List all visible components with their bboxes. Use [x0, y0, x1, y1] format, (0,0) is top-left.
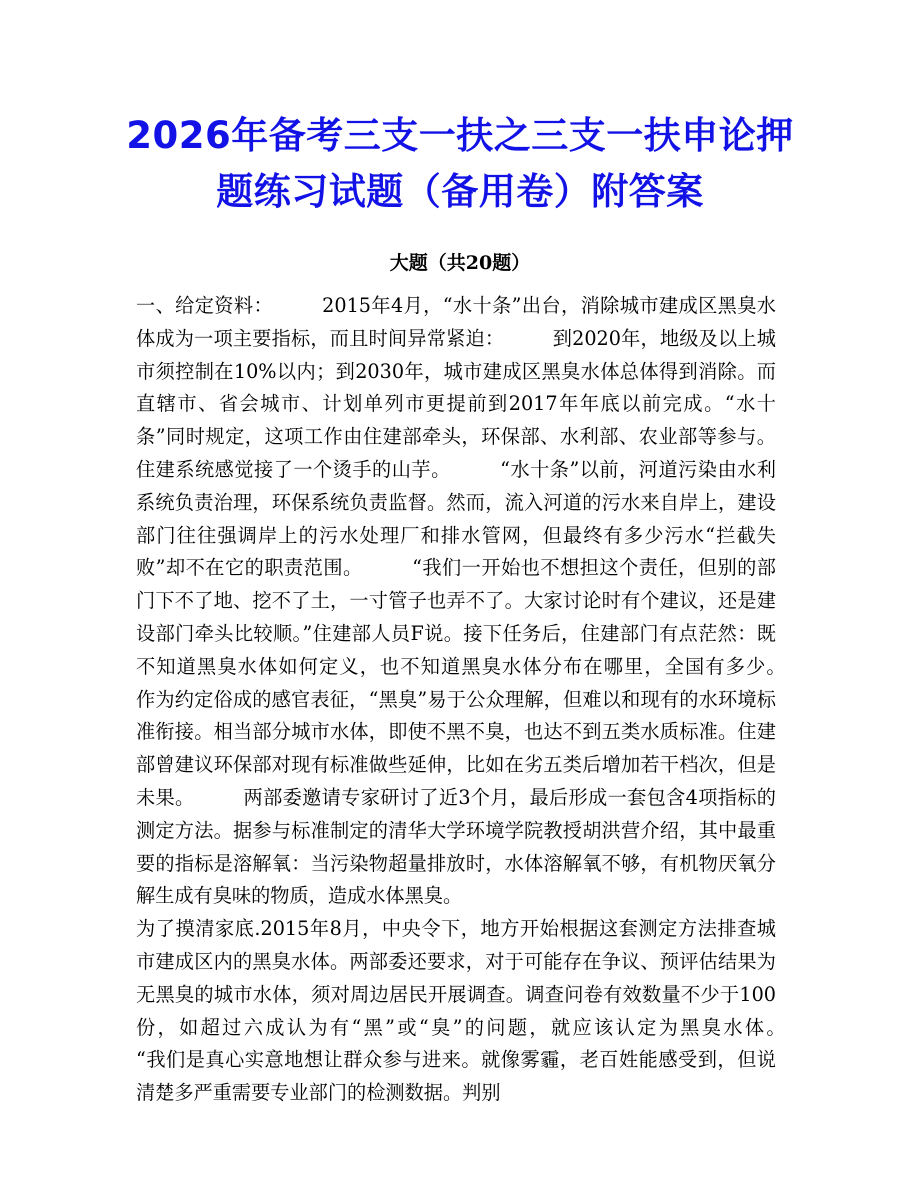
- question-body-text: 一、给定资料： 2015年4月，“水十条”出台，消除城市建成区黑臭水体成为一项主要指标，而且时间异常紧迫： 到2020年，地级及以上城市须控制在10%以内；到2030年，城市建成区黑臭水体总体得到消除。而直辖市、省会城市、计划单列市更提前到2017年年底以前完成。“水十条”同时规定，这项工作由住建部牵头，环保部、水利部、农业部等参与。住建系统感觉接了一个烫手的山芋。 “水十条”以前，河道污染由水利系统负责治理，环保系统负责监督。然而，流入河道的污水来自岸上，建设部门往往强调岸上的污水处理厂和排水管网，但最终有多少污水“拦截失败”却不在它的职责范围。 “我们一开始也不想担这个责任，但别的部门下不了地、挖不了土，一寸管子也弄不了。大家讨论时有个建议，还是建设部门牵头比较顺。”住建部人员F说。接下任务后，住建部门有点茫然：既不知道黑臭水体如何定义，也不知道黑臭水体分布在哪里，全国有多少。 作为约定俗成的感官表征，“黑臭”易于公众理解，但难以和现有的水环境标准衔接。相当部分城市水体，即使不黑不臭，也达不到五类水质标准。住建部曾建议环保部对现有标准做些延伸，比如在劣五类后增加若干档次，但是未果。 两部委邀请专家研讨了近3个月，最后形成一套包含4项指标的测定方法。据参与标准制定的清华大学环境学院教授胡洪营介绍，其中最重要的指标是溶解氧：当污染物超量排放时，水体溶解氧不够，有机物厌氧分解生成有臭味的物质，造成水体黑臭。 为了摸清家底.2015年8月，中央令下，地方开始根据这套测定方法排查城市建成区内的黑臭水体。两部委还要求，对于可能存在争议、预评估结果为无黑臭的城市水体，须对周边居民开展调查。调查问卷有效数量不少于100份，如超过六成认为有“黑”或“臭”的问题，就应该认定为黑臭水体。 “我们是真心实意地想让群众参与进来。就像雾霾，老百姓能感受到，但说清楚多严重需要专业部门的检测数据。判别: [136, 294, 776, 1105]
- document-title-line-1: 2026年备考三支一扶之三支一扶申论押: [126, 114, 794, 157]
- document-title-line-2: 题练习试题（备用卷）附答案: [216, 170, 704, 213]
- document-title: [110, 108, 810, 220]
- section-heading: 大题（共20题）: [389, 252, 531, 274]
